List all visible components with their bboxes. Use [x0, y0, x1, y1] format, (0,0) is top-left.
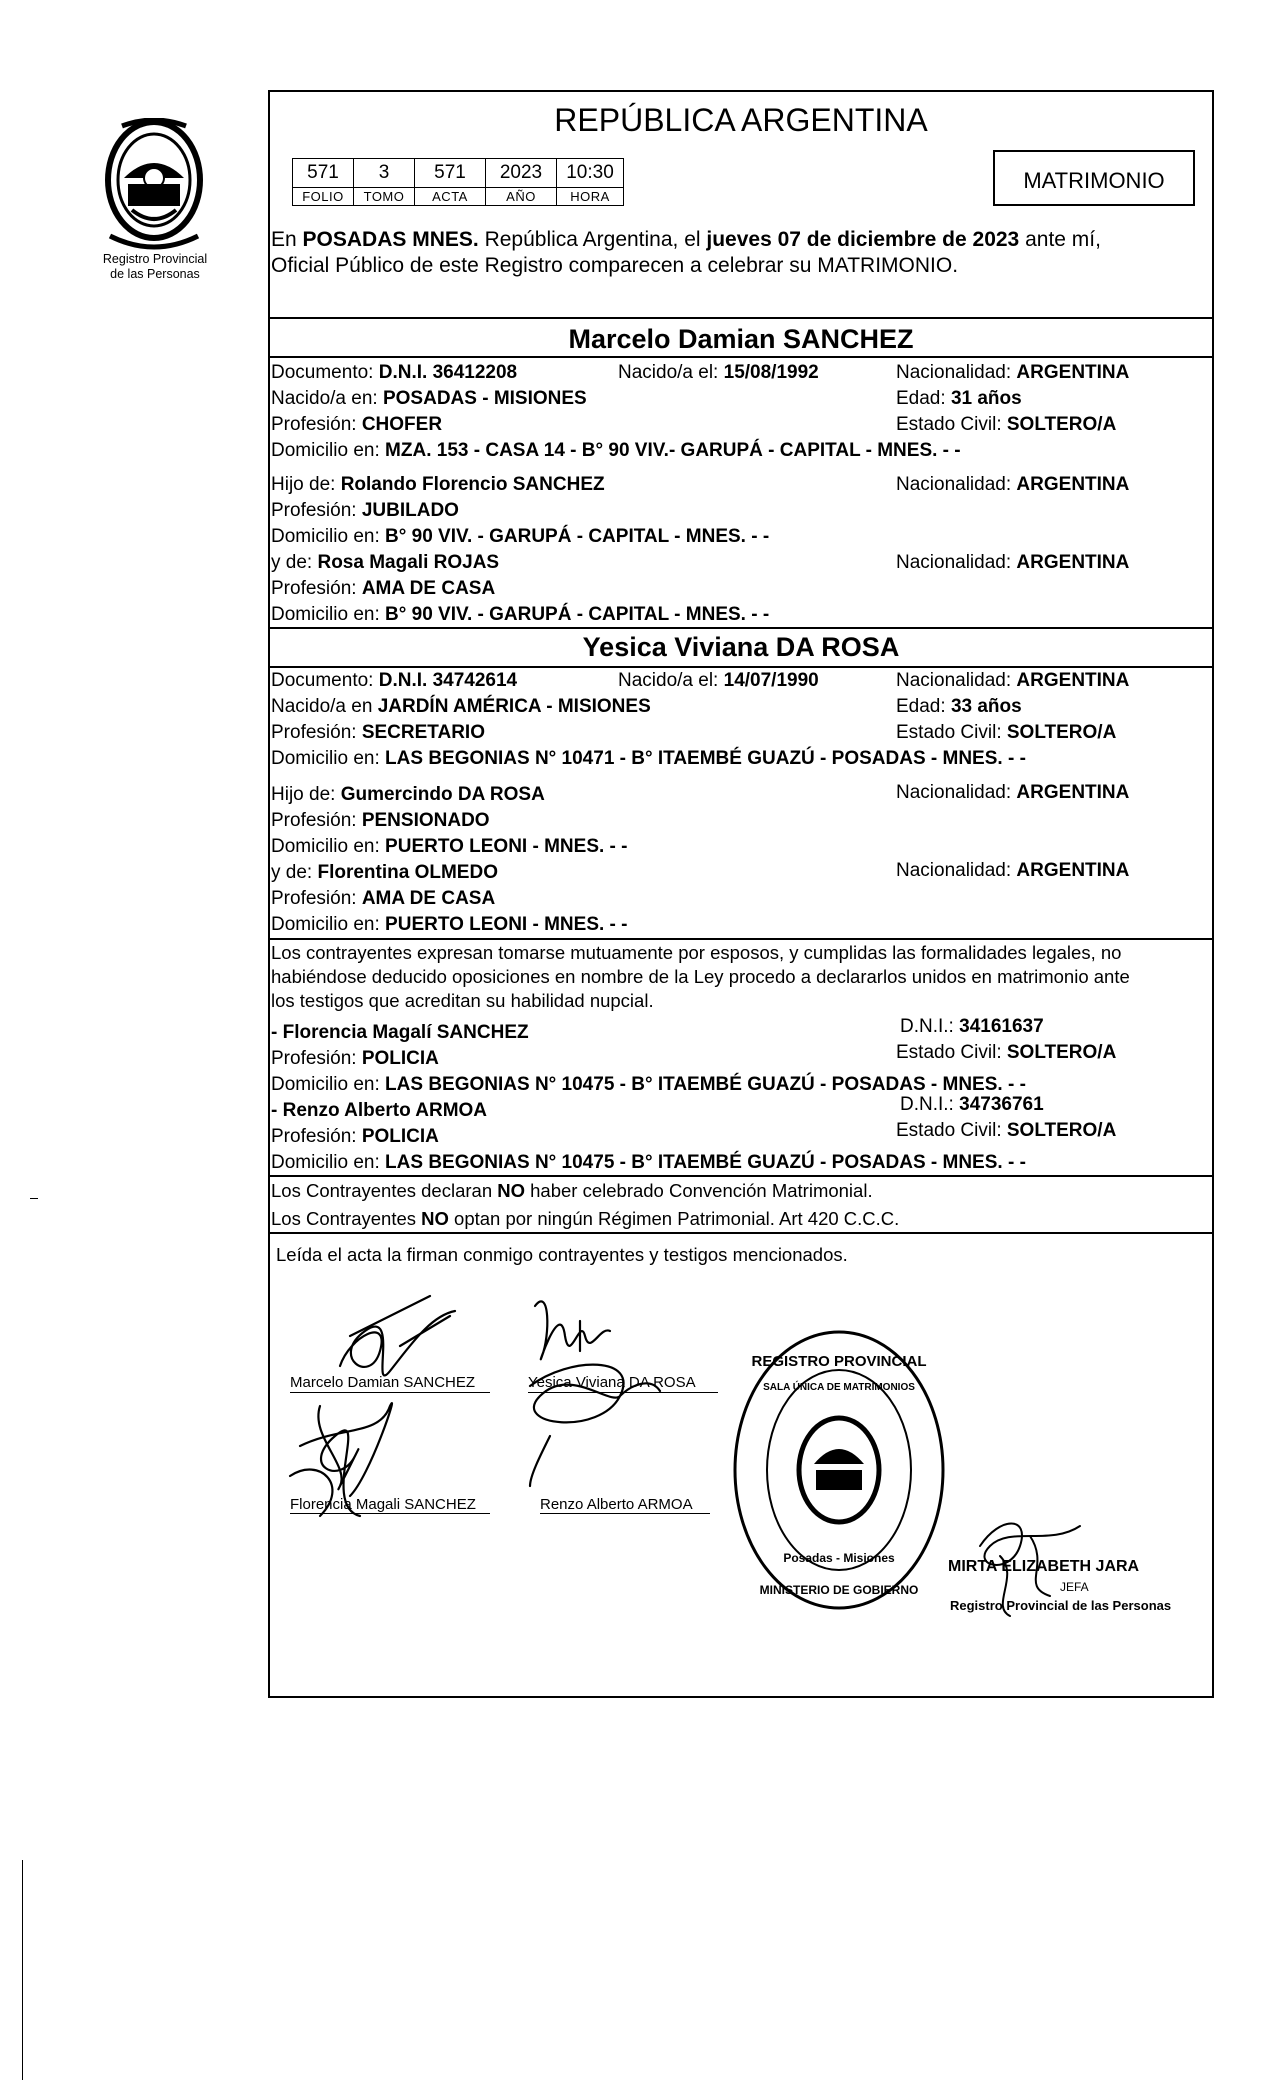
svg-text:MINISTERIO DE GOBIERNO: MINISTERIO DE GOBIERNO [759, 1583, 919, 1597]
witness2-dni: D.N.I.: 34736761 [900, 1094, 1044, 1115]
act-type-box [993, 150, 1195, 206]
official-organization: Registro Provincial de las Personas [950, 1598, 1172, 1613]
svg-text:Posadas - Misiones: Posadas - Misiones [783, 1551, 895, 1565]
document-title: REPÚBLICA ARGENTINA [554, 102, 928, 138]
hora-value: 10:30 [557, 159, 624, 188]
spouse2-birthplace: Nacido/a en JARDÍN AMÉRICA - MISIONES [271, 696, 651, 717]
spouse2-father-address: Domicilio en: PUERTO LEONI - MNES. - - [271, 836, 628, 857]
spouse1-name: Marcelo Damian SANCHEZ [568, 324, 914, 354]
spouse1-father-address: Domicilio en: B° 90 VIV. - GARUPÁ - CAPITAL - MNES. - - [271, 526, 770, 547]
spouse2-mother-nationality: Nacionalidad: ARGENTINA [896, 860, 1130, 881]
witness2-address: Domicilio en: LAS BEGONIAS N° 10475 - B° ITAEMBÉ GUAZÚ - POSADAS - MNES. - - [271, 1152, 1026, 1173]
folio-value: 571 [293, 159, 354, 188]
folio-label: FOLIO [293, 188, 354, 206]
patrimonial-regime-statement: Los Contrayentes NO optan por ningún Régimen Patrimonial. Art 420 C.C.C. [271, 1208, 900, 1229]
spouse2-mother-profession: Profesión: AMA DE CASA [271, 888, 496, 909]
spouse1-document: Documento: D.N.I. 36412208 [271, 362, 518, 383]
registry-caption: Registro Provincial de las Personas [102, 252, 208, 281]
spouse1-father: Hijo de: Rolando Florencio SANCHEZ [271, 474, 605, 495]
spouse1-age: Edad: 31 años [896, 388, 1022, 409]
spouse1-civil-status: Estado Civil: SOLTERO/A [896, 414, 1117, 435]
spouse1-mother: y de: Rosa Magali ROJAS [271, 552, 500, 573]
signature-label-bride: Yesica Viviana DA ROSA [528, 1374, 696, 1391]
spouse1-nationality: Nacionalidad: ARGENTINA [896, 362, 1130, 383]
spouse1-address: Domicilio en: MZA. 153 - CASA 14 - B° 90 VIV.- GARUPÁ - CAPITAL - MNES. - - [271, 440, 961, 461]
anio-value: 2023 [486, 159, 557, 188]
spouse1-profession: Profesión: CHOFER [271, 414, 443, 435]
tomo-label: TOMO [354, 188, 415, 206]
margin-tick [30, 1198, 38, 1199]
tomo-value: 3 [354, 159, 415, 188]
witness2-profession: Profesión: POLICIA [271, 1126, 439, 1147]
spouse1-birthdate: Nacido/a el: 15/08/1992 [618, 362, 819, 383]
record-table [292, 158, 624, 206]
spouse1-father-profession: Profesión: JUBILADO [271, 500, 459, 521]
spouse2-birthdate: Nacido/a el: 14/07/1990 [618, 670, 819, 691]
witness2-civil-status: Estado Civil: SOLTERO/A [896, 1120, 1117, 1141]
spouse2-profession: Profesión: SECRETARIO [271, 722, 485, 743]
signature-label-witness1: Florencia Magali SANCHEZ [290, 1496, 476, 1513]
official-title: JEFA [1060, 1580, 1089, 1594]
declaration-line-2: habiéndose deducido oposiciones en nombre de la Ley procedo a declararlos unidos en matrimonio ante [271, 966, 1130, 987]
official-seal-stamp [728, 1324, 950, 1616]
svg-text:SALA ÚNICA DE MATRIMONIOS: SALA ÚNICA DE MATRIMONIOS [763, 1382, 915, 1393]
act-type: MATRIMONIO [1023, 168, 1165, 193]
spouse2-civil-status: Estado Civil: SOLTERO/A [896, 722, 1117, 743]
declaration-line-3: los testigos que acreditan su habilidad nupcial. [271, 990, 654, 1011]
witness1-name: - Florencia Magalí SANCHEZ [271, 1022, 529, 1043]
convention-statement: Los Contrayentes declaran NO haber celebrado Convención Matrimonial. [271, 1180, 873, 1201]
acta-label: ACTA [415, 188, 486, 206]
spouse1-mother-nationality: Nacionalidad: ARGENTINA [896, 552, 1130, 573]
witness1-address: Domicilio en: LAS BEGONIAS N° 10475 - B° ITAEMBÉ GUAZÚ - POSADAS - MNES. - - [271, 1074, 1026, 1095]
declaration-line-1: Los contrayentes expresan tomarse mutuamente por esposos, y cumplidas las formalidades legales, no [271, 942, 1122, 963]
spouse1-father-nationality: Nacionalidad: ARGENTINA [896, 474, 1130, 495]
intro-line-2: Oficial Público de este Registro comparecen a celebrar su MATRIMONIO. [271, 254, 959, 277]
spouse2-mother: y de: Florentina OLMEDO [271, 862, 498, 883]
witness1-civil-status: Estado Civil: SOLTERO/A [896, 1042, 1117, 1063]
spouse2-father-profession: Profesión: PENSIONADO [271, 810, 490, 831]
spouse2-father-nationality: Nacionalidad: ARGENTINA [896, 782, 1130, 803]
spouse2-mother-address: Domicilio en: PUERTO LEONI - MNES. - - [271, 914, 628, 935]
intro-line-1: En POSADAS MNES. República Argentina, el jueves 07 de diciembre de 2023 ante mí, [271, 228, 1101, 251]
spouse2-document: Documento: D.N.I. 34742614 [271, 670, 518, 691]
hora-label: HORA [557, 188, 624, 206]
closing-statement: Leída el acta la firman conmigo contrayentes y testigos mencionados. [276, 1244, 848, 1265]
spouse2-name: Yesica Viviana DA ROSA [582, 632, 900, 662]
spouse2-address: Domicilio en: LAS BEGONIAS N° 10471 - B° ITAEMBÉ GUAZÚ - POSADAS - MNES. - - [271, 748, 1026, 769]
anio-label: AÑO [486, 188, 557, 206]
witness2-name: - Renzo Alberto ARMOA [271, 1100, 488, 1121]
svg-text:REGISTRO PROVINCIAL: REGISTRO PROVINCIAL [751, 1353, 927, 1370]
witness1-dni: D.N.I.: 34161637 [900, 1016, 1044, 1037]
spouse2-age: Edad: 33 años [896, 696, 1022, 717]
left-margin-line [22, 1860, 23, 2080]
signature-label-witness2: Renzo Alberto ARMOA [540, 1496, 693, 1513]
signature-label-groom: Marcelo Damian SANCHEZ [290, 1374, 476, 1391]
spouse2-father: Hijo de: Gumercindo DA ROSA [271, 784, 545, 805]
witness1-profession: Profesión: POLICIA [271, 1048, 439, 1069]
spouse1-mother-address: Domicilio en: B° 90 VIV. - GARUPÁ - CAPITAL - MNES. - - [271, 604, 770, 625]
spouse1-birthplace: Nacido/a en: POSADAS - MISIONES [271, 388, 587, 409]
official-name: MIRTA ELIZABETH JARA [948, 1558, 1140, 1575]
acta-value: 571 [415, 159, 486, 188]
misiones-coat-of-arms-logo [102, 118, 206, 256]
spouse1-mother-profession: Profesión: AMA DE CASA [271, 578, 496, 599]
spouse2-nationality: Nacionalidad: ARGENTINA [896, 670, 1130, 691]
